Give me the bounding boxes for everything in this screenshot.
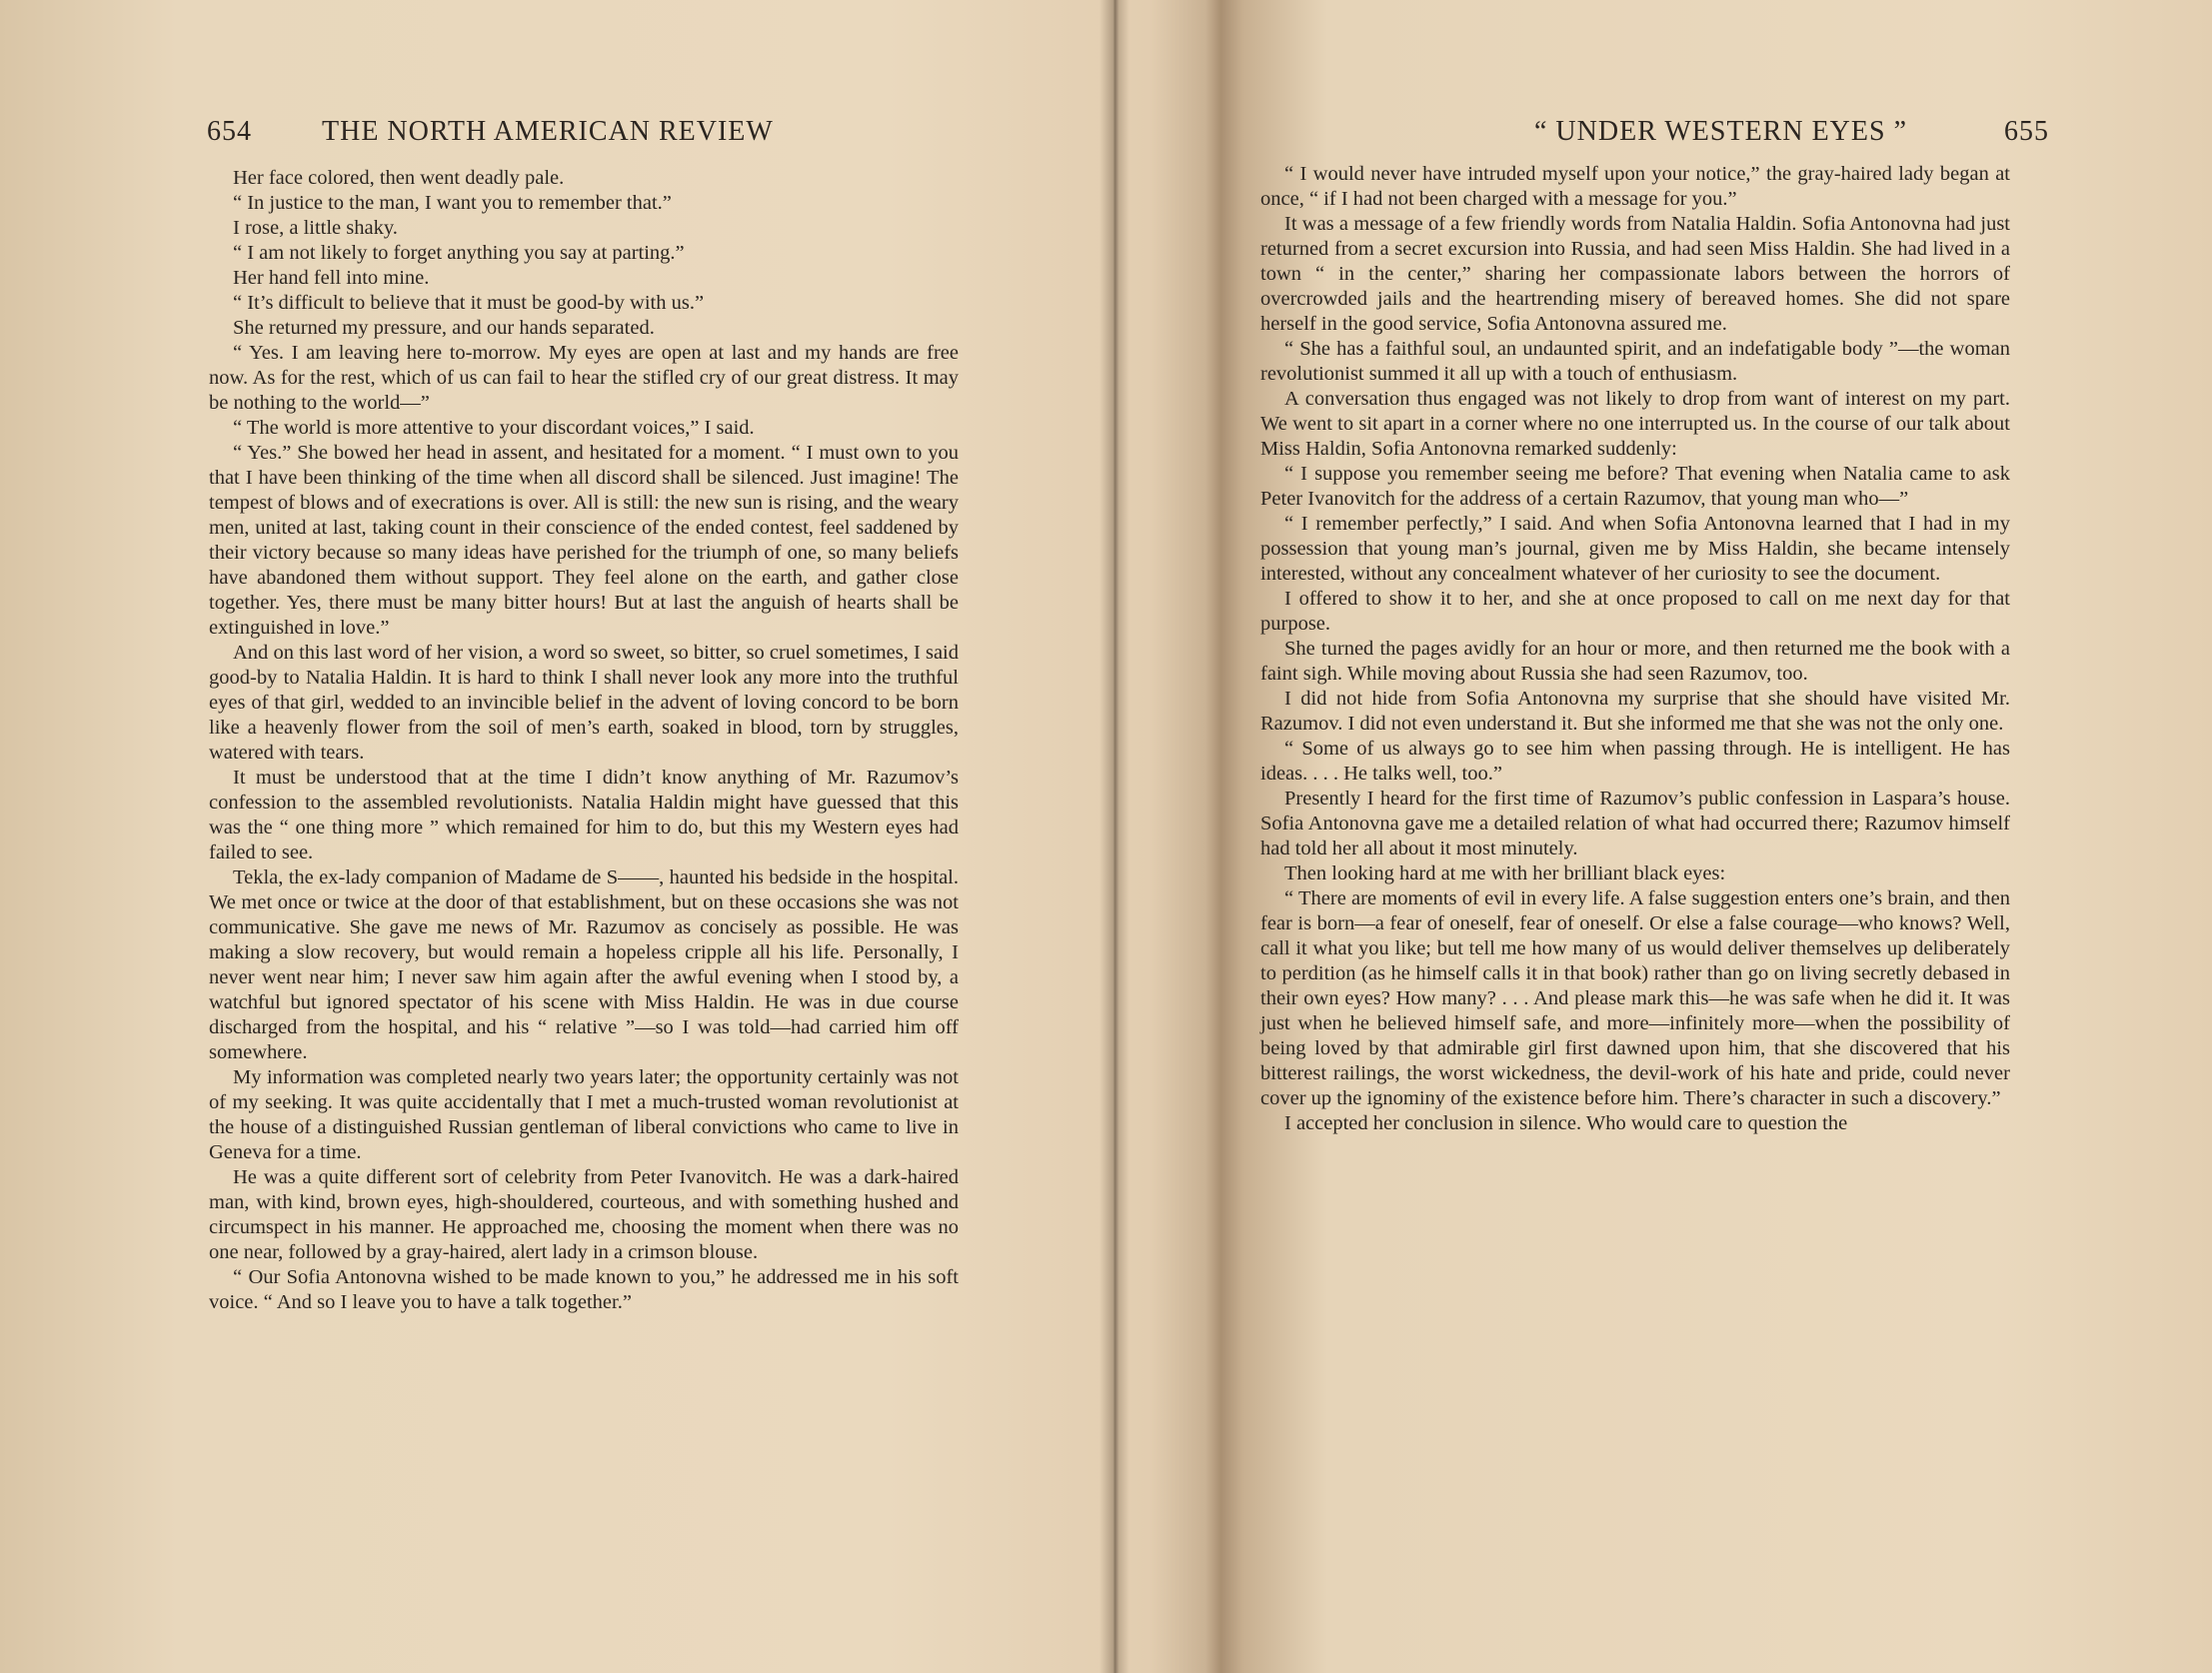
paragraph: I accepted her conclusion in silence. Who would care to question the	[1284, 1112, 1848, 1134]
paragraph: Her face colored, then went deadly pale.	[233, 167, 565, 189]
paragraph: Presently I heard for the first time of Razumov’s public confession in Laspara’s house. Sofia Antonovna gave me a detailed relation of what had occurred there; Razumov himself had told her all about it most minutely.	[1260, 788, 2010, 859]
paragraph: I rose, a little shaky.	[233, 217, 398, 239]
paragraph: She returned my pressure, and our hands separated.	[233, 317, 655, 339]
right-page	[1119, 0, 2212, 1673]
paragraph: “ I am not likely to forget anything you say at parting.”	[233, 242, 685, 264]
paragraph: Tekla, the ex-lady companion of Madame de S——, haunted his bedside in the hospital. We met once or twice at the door of that establishment, but on these occasions she was not communicative. She gave me news of Mr. Razumov as concisely as possible. He was making a slow recovery, but would remain a hopeless cripple all his life. Personally, I never went near him; I never saw him again after the awful evening when I stood by, a watchful but ignored spectator of his scene with Miss Haldin. He was in due course discharged from the hospital, and his “ relative ”—so I was told—had carried him off somewhere.	[209, 866, 959, 1063]
paragraph: “ It’s difficult to believe that it must be good-by with us.”	[233, 292, 705, 314]
paragraph: And on this last word of her vision, a word so sweet, so bitter, so cruel sometimes, I said good-by to Natalia Haldin. It is hard to think I shall never look any more into the truthful eyes of that girl, wedded to an invincible belief in the advent of loving concord to be born like a heavenly flower from the soil of men’s earth, soaked in blood, torn by struggles, watered with tears.	[209, 642, 959, 764]
left-running-head: THE NORTH AMERICAN REVIEW	[322, 116, 774, 147]
paragraph: “ Our Sofia Antonovna wished to be made known to you,” he addressed me in his soft voice. “ And so I leave you to have a talk together.”	[209, 1266, 959, 1313]
left-page-header	[207, 116, 847, 156]
paragraph: Then looking hard at me with her brilliant black eyes:	[1284, 862, 1726, 884]
right-page-body	[1260, 162, 2010, 1136]
paragraph: I did not hide from Sofia Antonovna my surprise that she should have visited Mr. Razumov. I did not even understand it. But she informed me that she was not the only one.	[1260, 688, 2010, 735]
paragraph: A conversation thus engaged was not likely to drop from want of interest on my part. We went to sit apart in a corner where no one interrupted us. In the course of our talk about Miss Haldin, Sofia Antonovna remarked suddenly:	[1260, 388, 2010, 460]
left-page-number: 654	[207, 116, 252, 147]
paragraph: “ I remember perfectly,” I said. And when Sofia Antonovna learned that I had in my possession that young man’s journal, given me by Miss Haldin, she became intensely interested, without any concealment whatever of her curiosity to see the document.	[1260, 513, 2010, 585]
paragraph: It must be understood that at the time I didn’t know anything of Mr. Razumov’s confession to the assembled revolutionists. Natalia Haldin might have guessed that this was the “ one thing more ” which remained for him to do, but this my Western eyes had failed to see.	[209, 767, 959, 863]
paragraph: “ The world is more attentive to your discordant voices,” I said.	[233, 417, 755, 439]
right-page-header	[1409, 116, 2049, 156]
paragraph: It was a message of a few friendly words from Natalia Haldin. Sofia Antonovna had just returned from a secret excursion into Russia, and had seen Miss Haldin. She had lived in a town “ in the center,” sharing her compassionate labors between the horrors of overcrowded jails and the heartrending misery of bereaved homes. She did not spare herself in the good service, Sofia Antonovna assured me.	[1260, 213, 2010, 335]
paragraph: “ There are moments of evil in every life. A false suggestion enters one’s brain, and then fear is born—a fear of oneself, fear of oneself. Or else a false courage—who knows? Well, call it what you like; but tell me how many of us would deliver themselves up deliberately to perdition (as he himself calls it in that book) rather than go on living secretly debased in their own eyes? How many? . . . And please mark this—he was safe when he did it. It was just when he believed himself safe, and more—infinitely more—when the possibility of being loved by that admirable girl first dawned upon him, that she discovered that his bitterest railings, the worst wickedness, the devil-work of his hate and pride, could never cover up the ignominy of the existence before him. There’s character in such a discovery.”	[1260, 887, 2010, 1109]
paragraph: He was a quite different sort of celebrity from Peter Ivanovitch. He was a dark-haired man, with kind, brown eyes, high-shouldered, courteous, and with something hushed and circumspect in his manner. He approached me, choosing the moment when there was no one near, followed by a gray-haired, alert lady in a crimson blouse.	[209, 1166, 959, 1263]
paragraph: My information was completed nearly two years later; the opportunity certainly was not of my seeking. It was quite accidentally that I met a much-trusted woman revolutionist at the house of a distinguished Russian gentleman of liberal convictions who came to live in Geneva for a time.	[209, 1066, 959, 1163]
paragraph: “ She has a faithful soul, an undaunted spirit, and an indefatigable body ”—the woman revolutionist summed it all up with a touch of enthusiasm.	[1260, 338, 2010, 385]
paragraph: “ I would never have intruded myself upon your notice,” the gray-haired lady began at once, “ if I had not been charged with a message for you.”	[1260, 163, 2010, 210]
left-page-body	[209, 166, 959, 1315]
paragraph: “ In justice to the man, I want you to remember that.”	[233, 192, 672, 214]
right-page-number: 655	[2004, 116, 2049, 147]
paragraph: She turned the pages avidly for an hour or more, and then returned me the book with a faint sigh. While moving about Russia she had seen Razumov, too.	[1260, 638, 2010, 685]
paragraph: “ Yes. I am leaving here to-morrow. My eyes are open at last and my hands are free now. As for the rest, which of us can fail to hear the stifled cry of our great distress. It may be nothing to the world—”	[209, 342, 959, 414]
paragraph: “ Some of us always go to see him when passing through. He is intelligent. He has ideas. . . . He talks well, too.”	[1260, 738, 2010, 785]
paragraph: “ I suppose you remember seeing me before? That evening when Natalia came to ask Peter Ivanovitch for the address of a certain Razumov, that young man who—”	[1260, 463, 2010, 510]
paragraph: I offered to show it to her, and she at once proposed to call on me next day for that purpose.	[1260, 588, 2010, 635]
right-running-head: “ UNDER WESTERN EYES ”	[1534, 116, 1907, 147]
paragraph: Her hand fell into mine.	[233, 267, 430, 289]
paragraph: “ Yes.” She bowed her head in assent, and hesitated for a moment. “ I must own to you that I have been thinking of the time when all discord shall be silenced. Just imagine! The tempest of blows and of execrations is over. All is still: the new sun is rising, and the weary men, united at last, taking count in their conscience of the ended contest, feel saddened by their victory because so many ideas have perished for the triumph of one, so many beliefs have abandoned them without support. They feel alone on the earth, and gather close together. Yes, there must be many bitter hours! But at last the anguish of hearts shall be extinguished in love.”	[209, 442, 959, 639]
